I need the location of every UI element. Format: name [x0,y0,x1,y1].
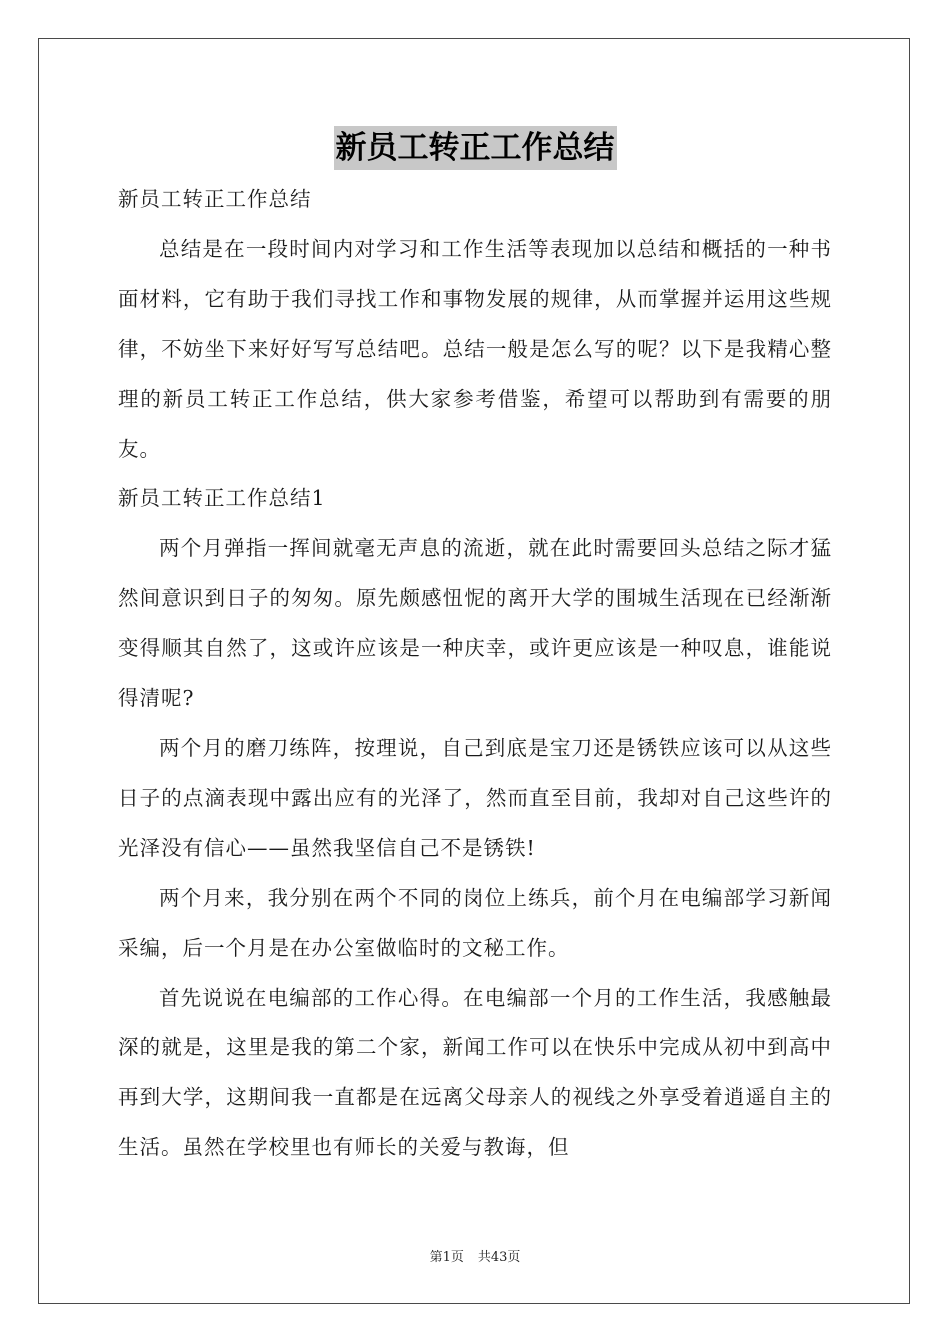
document-title: 新员工转正工作总结 [334,126,617,170]
paragraph-body-4: 首先说说在电编部的工作心得。在电编部一个月的工作生活，我感触最深的就是，这里是我的第二个家，新闻工作可以在快乐中完成从初中到高中再到大学，这期间我一直都是在远离父母亲人的视线之外享受着逍遥自主的生活。虽然在学校里也有师长的关爱与教诲，但 [118,985,832,1160]
paragraph-subtitle: 新员工转正工作总结 [118,187,312,211]
page-footer [0,1246,950,1265]
page-total: 共43页 [477,1250,521,1265]
paragraph-body-3: 两个月来，我分别在两个不同的岗位上练兵，前个月在电编部学习新闻采编，后一个月是在办公室做临时的文秘工作。 [118,885,832,960]
title-container [0,126,950,170]
paragraph-section-heading: 新员工转正工作总结1 [118,486,326,511]
paragraph-body-2: 两个月的磨刀练阵，按理说，自己到底是宝刀还是锈铁应该可以从这些日子的点滴表现中露出应有的光泽了，然而直至目前，我却对自己这些许的光泽没有信心——虽然我坚信自己不是锈铁! [118,735,832,860]
document-body [118,175,832,1173]
paragraph-intro: 总结是在一段时间内对学习和工作生活等表现加以总结和概括的一种书面材料，它有助于我们寻找工作和事物发展的规律，从而掌握并运用这些规律，不妨坐下来好好写写总结吧。总结一般是怎么写的呢？以下是我精心整理的新员工转正工作总结，供大家参考借鉴，希望可以帮助到有需要的朋友。 [118,236,832,461]
page-number: 第1页 [429,1250,464,1265]
paragraph-body-1: 两个月弹指一挥间就毫无声息的流逝，就在此时需要回头总结之际才猛然间意识到日子的匆匆。原先颇感忸怩的离开大学的围城生活现在已经渐渐变得顺其自然了，这或许应该是一种庆幸，或许更应该是一种叹息，谁能说得清呢? [118,536,832,711]
